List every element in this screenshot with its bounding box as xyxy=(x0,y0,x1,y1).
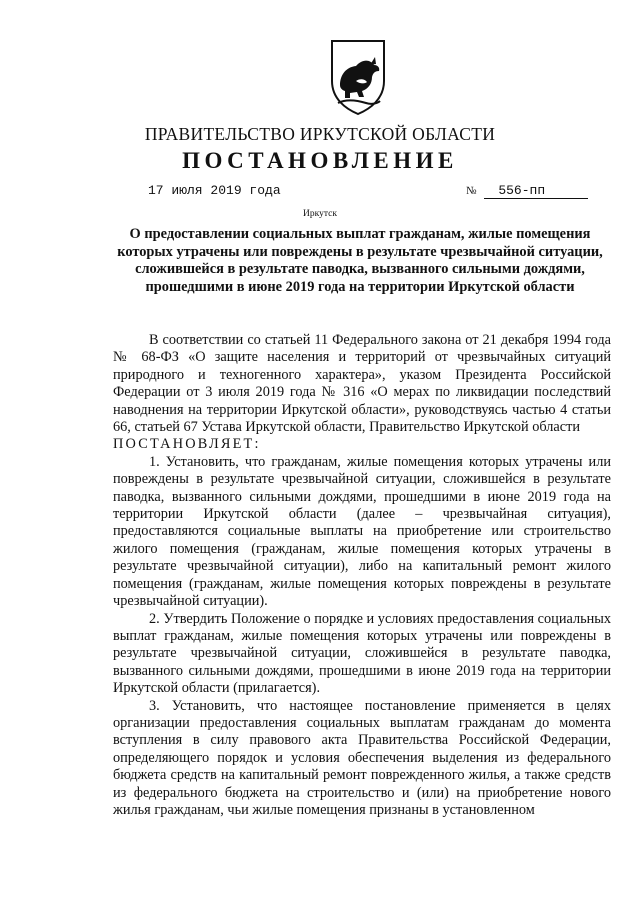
document-date: 17 июля 2019 года xyxy=(148,183,281,198)
coat-of-arms xyxy=(326,37,390,117)
document-body xyxy=(113,332,611,819)
paragraph-1: 1. Установить, что гражданам, жилые помещения которых утрачены или повреждены в результате чрезвычайной ситуации, сложившейся в результате паводка, вызванного сильными дождями, прошедшими в июне 2019 года на территории Иркутской области (далее – чрезвычайная ситуация), предоставляются социальные выплаты на приобретение или строительство жилого помещения (гражданам, жилые помещения которых утрачены в результате чрезвычайной ситуации), либо на капитальный ремонт жилого помещения (гражданам, жилые помещения которых повреждены в результате чрезвычайной ситуации). xyxy=(113,453,611,610)
paragraph-2: 2. Утвердить Положение о порядке и условиях предоставления социальных выплат гражданам, жилые помещения которых утрачены или повреждены в результате чрезвычайной ситуации, сложившейся в результате паводка, вызванного сильными дождями, прошедшими в июне 2019 года на территории Иркутской области (прилагается). xyxy=(113,610,611,697)
document-title: О предоставлении социальных выплат гражданам, жилые помещения которых утрачены или повреждены в результате чрезвычайной ситуации, сложившейся в результате паводка, вызванного сильными дождями, прошедшими в июне 2019 года на территории Иркутской области xyxy=(117,226,603,295)
number-value: 556-пп xyxy=(484,184,588,199)
irkutsk-coat-of-arms-icon xyxy=(326,37,390,117)
decree-word: ПОСТАНОВЛЯЕТ: xyxy=(113,436,261,453)
city-name: Иркутск xyxy=(303,209,337,219)
document-number xyxy=(466,183,588,199)
paragraph-3: 3. Установить, что настоящее постановление применяется в целях организации предоставления социальных выплатам гражданам до момента вступления в силу правового акта Правительства Российской Федерации, определяющего порядок и условия обеспечения выделения из федерального бюджета средств на капитальный ремонт поврежденного жилья, а также средств из федерального бюджета на строительство и (или) на приобретение нового жилья гражданам, чьи жилые помещения признаны в установленном xyxy=(113,697,611,818)
preamble-paragraph: В соответствии со статьей 11 Федерального закона от 21 декабря 1994 года № 68-ФЗ «О защите населения и территорий от чрезвычайных ситуаций природного и техногенного характера», указом Президента Российской Федерации от 3 июля 2019 года № 316 «О мерах по ликвидации последствий наводнения на территории Иркутской области», руководствуясь частью 4 статьи 66, статьей 67 Устава Иркутской области, Правительство Иркутской области xyxy=(113,332,611,436)
document-type: ПОСТАНОВЛЕНИЕ xyxy=(182,148,458,173)
number-sign: № xyxy=(466,185,477,197)
organization-name: ПРАВИТЕЛЬСТВО ИРКУТСКОЙ ОБЛАСТИ xyxy=(144,124,496,144)
